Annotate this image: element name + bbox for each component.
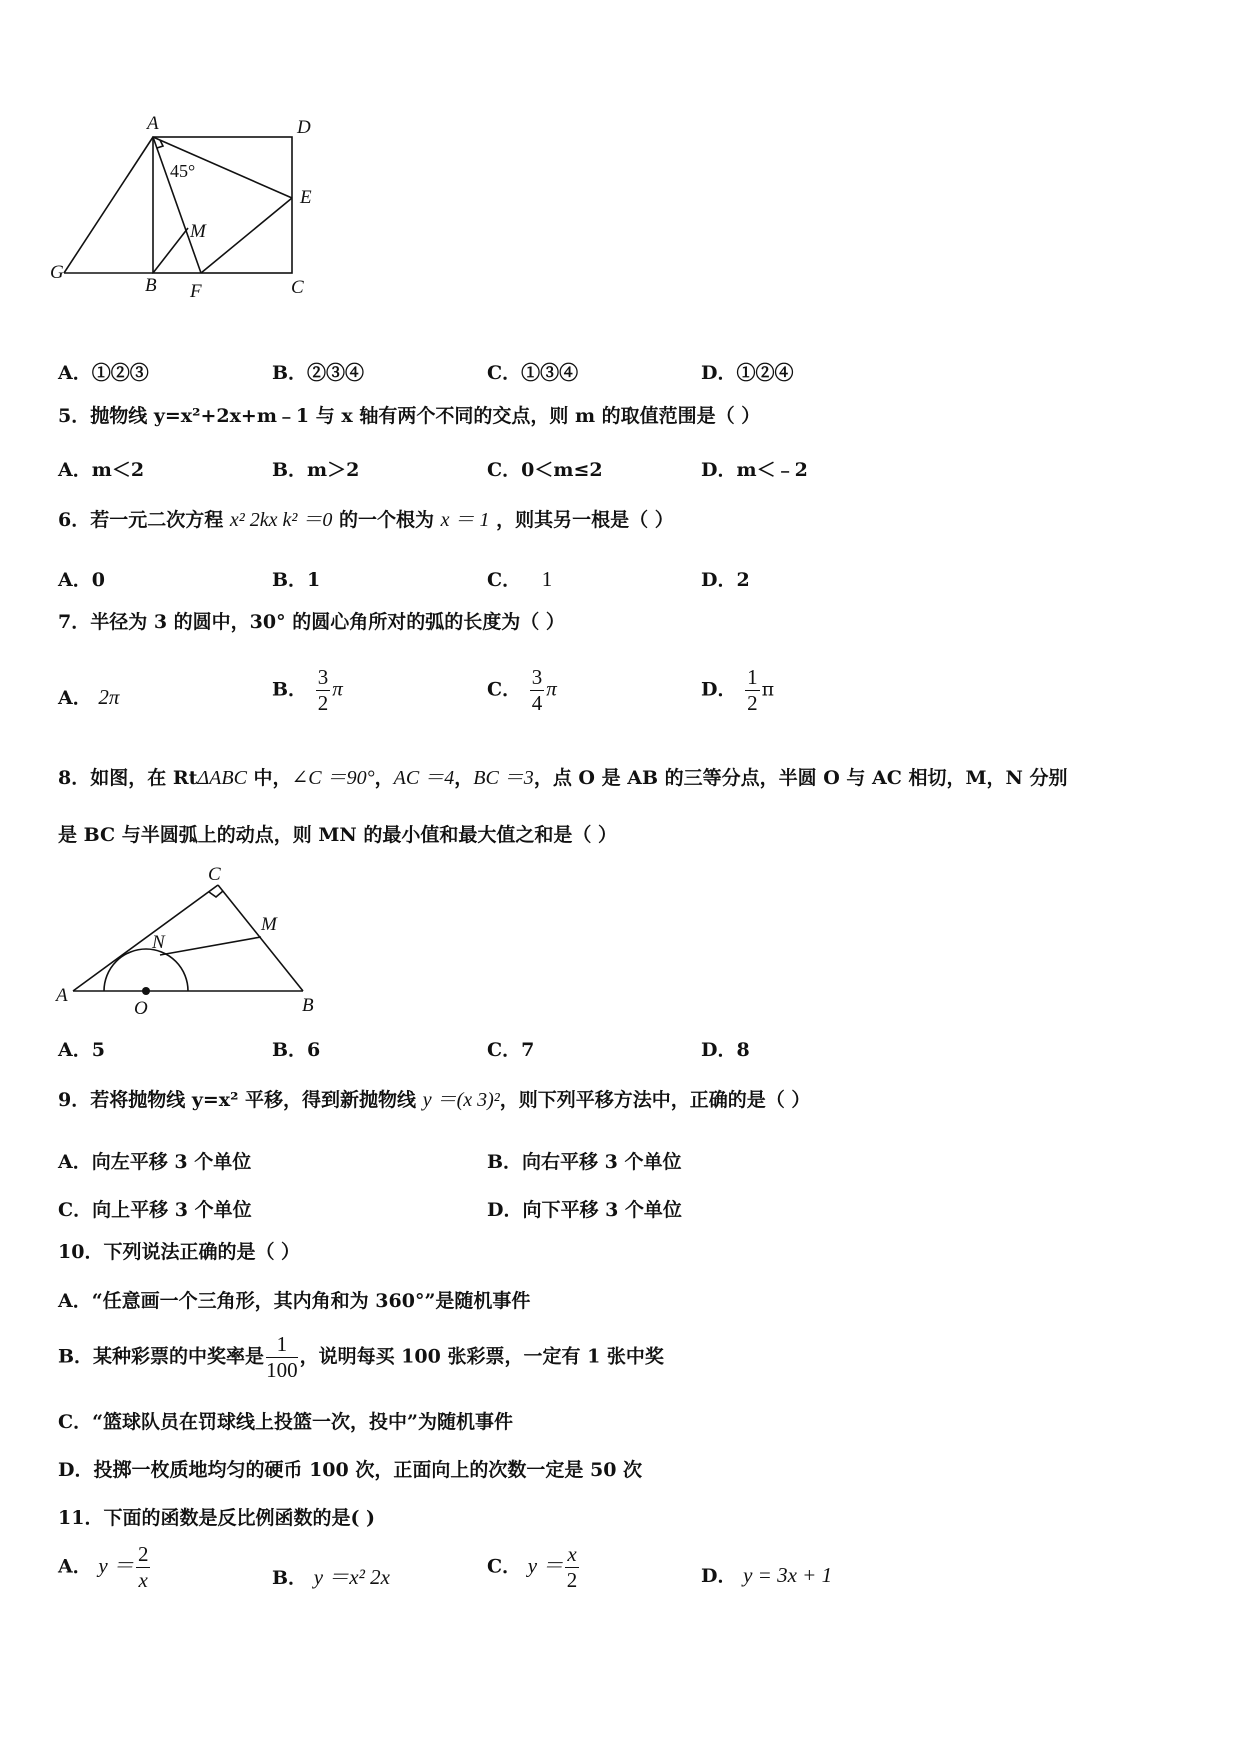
q7-option-b-den: 2: [317, 691, 329, 716]
q7-option-b-label: B．: [272, 678, 308, 701]
q7-option-a-label: A．: [58, 687, 92, 709]
q7-option-a-value: 2π: [98, 685, 120, 709]
q8-line1-a: 8．如图，在 Rt: [58, 767, 198, 789]
q6-option-c-value: 1: [541, 567, 553, 591]
q7-option-c-num: 3: [530, 666, 545, 691]
q5-stem: 5．抛物线 y=x²+2x+m﹣1 与 x 轴有两个不同的交点，则 m 的取值范围是（ ）: [58, 405, 761, 427]
q11-option-c-lhs: y ＝: [527, 1553, 564, 1578]
q7-option-b[interactable]: [272, 666, 343, 715]
q8-bc: BC ＝3: [473, 767, 534, 789]
segment-af: [153, 137, 201, 273]
q11-option-d[interactable]: [701, 1561, 832, 1588]
q11-option-b[interactable]: [272, 1561, 390, 1591]
label-m: M: [190, 221, 206, 242]
q4-figure: [50, 115, 350, 340]
label-a: A: [147, 115, 159, 134]
q11-option-d-value: y = 3x + 1: [743, 1563, 833, 1587]
label-n: N: [152, 932, 165, 953]
q7-option-d-pi: π: [761, 678, 775, 701]
segment-ag: [64, 137, 153, 273]
label-a: A: [56, 985, 68, 1006]
q6-mid: 的一个根为: [338, 509, 434, 531]
q8-triangle: ΔABC: [197, 767, 247, 789]
q6-option-b[interactable]: B．1: [272, 569, 321, 591]
q7-option-c-label: C．: [487, 678, 522, 701]
q11-stem: 11．下面的函数是反比例函数的是( ): [58, 1507, 376, 1529]
segment-ef: [201, 198, 292, 273]
q11-option-c[interactable]: [487, 1543, 581, 1592]
q11-option-a-lhs: y ＝: [98, 1553, 134, 1578]
label-c: C: [291, 277, 304, 298]
label-o: O: [134, 998, 148, 1019]
q9-stem-b: ，则下列平移方法中，正确的是（ ）: [499, 1089, 811, 1111]
q8-ac: AC ＝4: [393, 767, 455, 789]
q6-option-a[interactable]: A．0: [58, 569, 105, 591]
q10-option-b-b: ，说明每买 100 张彩票，一定有 1 张中奖: [299, 1345, 664, 1368]
segment-nm: [160, 937, 261, 955]
q10-option-a[interactable]: A．“任意画一个三角形，其内角和为 360°”是随机事件: [58, 1290, 531, 1312]
q9-equation: y ＝(x 3)²: [422, 1089, 500, 1111]
q10-option-b-den: 100: [266, 1358, 298, 1383]
q6-stem: [58, 510, 674, 530]
semicircle-o: [104, 949, 188, 991]
label-g: G: [50, 262, 64, 283]
q8-stem-line1: [58, 768, 1068, 788]
q4-option-d[interactable]: D．①②④: [701, 362, 794, 384]
q8-sep2: ，: [454, 767, 474, 789]
q10-option-c[interactable]: C．“篮球队员在罚球线上投篮一次，投中”为随机事件: [58, 1411, 513, 1433]
q7-stem: 7．半径为 3 的圆中，30° 的圆心角所对的弧的长度为（ ）: [58, 611, 565, 633]
q8-option-b[interactable]: B．6: [272, 1039, 321, 1061]
label-angle: 45°: [170, 161, 196, 181]
q5-option-c[interactable]: C．0＜m≤2: [487, 459, 603, 481]
q7-option-c-fraction: [530, 666, 545, 715]
q11-option-c-num: x: [565, 1543, 578, 1568]
q11-option-a-den: x: [138, 1568, 148, 1593]
q5-option-b[interactable]: B．m＞2: [272, 459, 360, 481]
q6-suffix: ，则其另一根是（ ）: [496, 509, 674, 531]
label-d: D: [297, 117, 311, 138]
q10-option-d[interactable]: D．投掷一枚质地均匀的硬币 100 次，正面向上的次数一定是 50 次: [58, 1459, 643, 1481]
q11-option-c-fraction: [565, 1543, 578, 1592]
q5-option-d[interactable]: D．m＜﹣2: [701, 459, 808, 481]
q11-option-a-fraction: [136, 1543, 151, 1592]
label-e: E: [300, 187, 312, 208]
label-f: F: [190, 281, 202, 302]
q11-option-b-value: y ＝x² 2x: [313, 1565, 390, 1589]
label-c: C: [208, 864, 221, 885]
q7-option-d-label: D．: [701, 678, 737, 701]
q11-option-d-label: D．: [701, 1565, 737, 1587]
q7-option-c-pi: π: [546, 676, 557, 701]
q8-angle: ∠C ＝90°: [291, 767, 375, 789]
point-o: [142, 987, 150, 995]
q11-option-a-label: A．: [58, 1555, 92, 1578]
q11-option-b-label: B．: [272, 1567, 308, 1589]
q9-option-a[interactable]: A．向左平移 3 个单位: [58, 1151, 252, 1173]
label-b: B: [302, 995, 314, 1016]
q6-option-c[interactable]: [487, 565, 552, 592]
q10-option-b-fraction: [266, 1333, 298, 1382]
label-m: M: [261, 914, 277, 935]
q8-line1-b: 中，: [246, 767, 292, 789]
q7-option-d-den: 2: [747, 691, 758, 716]
q4-option-a[interactable]: A．①②③: [58, 362, 149, 384]
q9-stem: [58, 1090, 810, 1110]
q7-option-b-fraction: [316, 666, 331, 715]
q8-option-c[interactable]: C．7: [487, 1039, 535, 1061]
segment-bm: [153, 228, 188, 273]
q9-option-b[interactable]: B．向右平移 3 个单位: [487, 1151, 682, 1173]
q10-option-b-num: 1: [266, 1333, 298, 1358]
q11-option-a-num: 2: [136, 1543, 151, 1568]
q4-option-b[interactable]: B．②③④: [272, 362, 365, 384]
q6-prefix: 6．若一元二次方程: [58, 509, 224, 531]
q7-option-b-num: 3: [316, 666, 331, 691]
q8-option-d[interactable]: D．8: [701, 1039, 750, 1061]
q11-option-c-label: C．: [487, 1555, 522, 1578]
q11-option-a[interactable]: [58, 1543, 152, 1592]
q9-stem-a: 9．若将抛物线 y=x² 平移，得到新抛物线: [58, 1089, 417, 1111]
q7-option-a[interactable]: [58, 683, 119, 710]
right-angle-mark-c: [209, 891, 223, 897]
q8-line1-c: ，点 O 是 AB 的三等分点，半圆 O 与 AC 相切，M，N 分别: [533, 767, 1068, 789]
q8-option-a[interactable]: A．5: [58, 1039, 105, 1061]
q10-option-b[interactable]: [58, 1333, 664, 1382]
q7-option-c[interactable]: [487, 666, 557, 715]
segment-cb: [218, 885, 303, 991]
q6-equation: x² 2kx k² ＝0: [229, 509, 333, 531]
label-b: B: [145, 275, 157, 296]
q10-option-b-a: B．某种彩票的中奖率是: [58, 1345, 265, 1368]
q6-option-d[interactable]: D．2: [701, 569, 750, 591]
q7-option-d-fraction: [745, 666, 760, 715]
q8-stem-line2: 是 BC 与半圆弧上的动点，则 MN 的最小值和最大值之和是（ ）: [58, 824, 618, 846]
q7-option-d[interactable]: [701, 666, 774, 715]
q9-option-c[interactable]: C．向上平移 3 个单位: [58, 1199, 252, 1221]
q8-figure: [50, 858, 340, 1023]
q10-stem: 10．下列说法正确的是（ ）: [58, 1241, 301, 1263]
q9-option-d[interactable]: D．向下平移 3 个单位: [487, 1199, 682, 1221]
q6-root: x ＝ 1: [440, 509, 490, 531]
q4-option-c[interactable]: C．①③④: [487, 362, 579, 384]
segment-ac: [73, 885, 218, 991]
square-abcd: [153, 137, 292, 273]
q7-option-b-pi: π: [332, 676, 343, 701]
q7-option-d-num: 1: [745, 666, 760, 691]
q7-option-c-den: 4: [531, 691, 543, 716]
q11-option-c-den: 2: [566, 1568, 578, 1593]
q5-option-a[interactable]: A．m＜2: [58, 459, 145, 481]
q6-option-c-label: C．: [487, 569, 522, 591]
q8-sep1: ，: [374, 767, 394, 789]
